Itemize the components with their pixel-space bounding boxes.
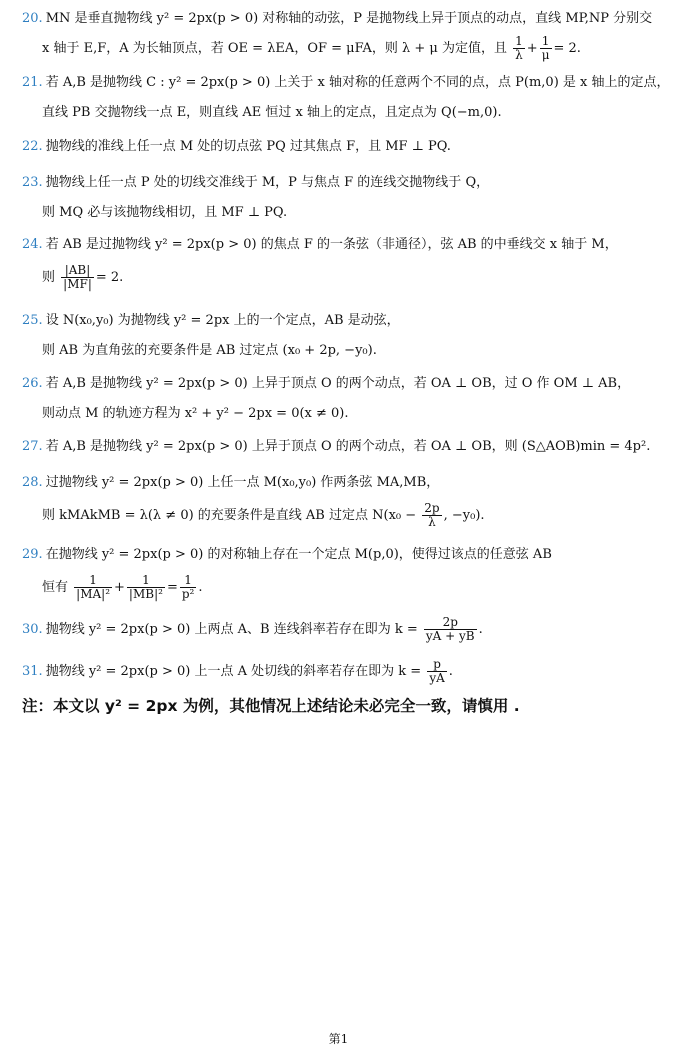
fraction: $\frac{|AB|}{|MF|}$ [63, 263, 92, 291]
item-text: 抛物线上任一点 P 处的切线交准线于 M，P 与焦点 F 的连线交抛物线于 Q， [45, 175, 490, 190]
caution-note: 注：本文以 y² = 2px 为例，其他情况上述结论未必完全一致，请慎用 . [22, 697, 520, 715]
fraction: $\frac{1}{\mu}$ [541, 34, 550, 62]
item-24: 24. 若 AB 是过抛物线 y² = 2px(p > 0) 的焦点 F 的一条弦（非通径），弦 AB 的中垂线交 x 轴于 M， 则 $\frac{|AB|}{|MF|}$ = 2. [22, 237, 618, 291]
item-number: 22. [22, 139, 43, 154]
item-number: 23. [22, 175, 43, 190]
fraction: $\frac{1}{\lambda}$ [515, 34, 523, 62]
item-text: 过抛物线 y² = 2px(p > 0) 上任一点 M(x₀,y₀) 作两条弦 MA,MB， [45, 475, 440, 490]
item-28: 28. 过抛物线 y² = 2px(p > 0) 上任一点 M(x₀,y₀) 作两条弦 MA,MB， 则 kMAkMB = λ(λ ≠ 0) 的充要条件是直线 AB 过定点 N(x₀ − $\frac{2p}{\lambda}$ , −y₀). [22, 475, 485, 529]
item-21 [22, 68, 670, 128]
item-text: MN 是垂直抛物线 y² = 2px(p > 0) 对称轴的动弦，P 是抛物线上异于顶点的动点，直线 MP,NP 分别交 [45, 11, 653, 26]
item-text: 若 A,B 是抛物线 y² = 2px(p > 0) 上异于顶点 O 的两个动点，若 OA ⊥ OB，过 O 作 OM ⊥ AB， [45, 376, 631, 391]
item-text: 抛物线的准线上任一点 M 处的切点弦 PQ 过其焦点 F，且 MF ⊥ PQ. [45, 139, 451, 154]
item-31: 31. 抛物线 y² = 2px(p > 0) 上一点 A 处切线的斜率若存在即为 k = $\frac{p}{yA}$ . [22, 657, 453, 685]
item-22 [22, 132, 663, 162]
item-number: 24. [22, 237, 43, 252]
item-number: 30. [22, 622, 43, 637]
item-26 [22, 369, 663, 429]
fraction: $\frac{2p}{yA + yB}$ [425, 615, 475, 643]
item-number: 21. [22, 75, 43, 90]
fraction: $\frac{1}{\text{|MA|²}}$ [76, 573, 111, 601]
item-text: 若 AB 是过抛物线 y² = 2px(p > 0) 的焦点 F 的一条弦（非通径），弦 AB 的中垂线交 x 轴于 M， [45, 237, 618, 252]
item-number: 26. [22, 376, 43, 391]
item-text: 若 A,B 是抛物线 y² = 2px(p > 0) 上异于顶点 O 的两个动点，若 OA ⊥ OB，则 (S△AOB)min = 4p². [45, 439, 651, 454]
item-text: 直线 PB 交抛物线一点 E，则直线 AE 恒过 x 轴上的定点，且定点为 Q(−m,0). [42, 105, 502, 120]
item-27 [22, 432, 663, 462]
item-text: 设 N(x₀,y₀) 为抛物线 y² = 2px 上的一个定点，AB 是动弦， [45, 313, 400, 328]
item-29: 29. 在抛物线 y² = 2px(p > 0) 的对称轴上存在一个定点 M(p,0)，使得过该点的任意弦 AB 恒有 $\frac{1}{\text{|MA|²}}$ + $\frac{1}{\text{|MB|²}}$ = $\frac{1}{\text{p²}}$ . [22, 547, 552, 601]
item-text: x 轴于 E,F，A 为长轴顶点，若 OE = λEA，OF = μFA，则 λ + μ 为定值，且 [42, 41, 507, 56]
item-number: 27. [22, 439, 43, 454]
item-30: 30. 抛物线 y² = 2px(p > 0) 上两点 A、B 连线斜率若存在即为 k = $\frac{2p}{yA + yB}$ . [22, 615, 483, 643]
item-number: 28. [22, 475, 43, 490]
item-25 [22, 306, 663, 366]
item-text: 则动点 M 的轨迹方程为 x² + y² − 2px = 0(x ≠ 0). [42, 406, 349, 421]
item-number: 25. [22, 313, 43, 328]
item-number: 20. [22, 11, 43, 26]
item-number: 29. [22, 547, 43, 562]
fraction: $\frac{2p}{\lambda}$ [424, 501, 440, 529]
item-text: 则 AB 为直角弦的充要条件是 AB 过定点 (x₀ + 2p, −y₀). [42, 343, 377, 358]
item-text: 在抛物线 y² = 2px(p > 0) 的对称轴上存在一个定点 M(p,0)，使得过该点的任意弦 AB [45, 547, 552, 562]
item-text: 则 MQ 必与该抛物线相切，且 MF ⊥ PQ. [42, 205, 288, 220]
item-20: 20. MN 是垂直抛物线 y² = 2px(p > 0) 对称轴的动弦，P 是抛物线上异于顶点的动点，直线 MP,NP 分别交 x 轴于 E,F，A 为长轴顶点，若 OE = λEA，OF = μFA，则 λ + μ 为定值，且 $\frac{1}{\lambda}$ + $\frac{1}{\mu}$ = 2. [22, 11, 653, 62]
page-number: 第1 [328, 1032, 349, 1046]
item-text: 若 A,B 是抛物线 C : y² = 2px(p > 0) 上关于 x 轴对称的任意两个不同的点，点 P(m,0) 是 x 轴上的定点， [45, 75, 670, 90]
fraction: $\frac{1}{\text{p²}}$ [181, 573, 195, 601]
item-number: 31. [22, 664, 43, 679]
item-23 [22, 168, 663, 228]
fraction: $\frac{1}{\text{|MB|²}}$ [128, 573, 163, 601]
fraction: $\frac{p}{yA}$ [429, 657, 445, 685]
